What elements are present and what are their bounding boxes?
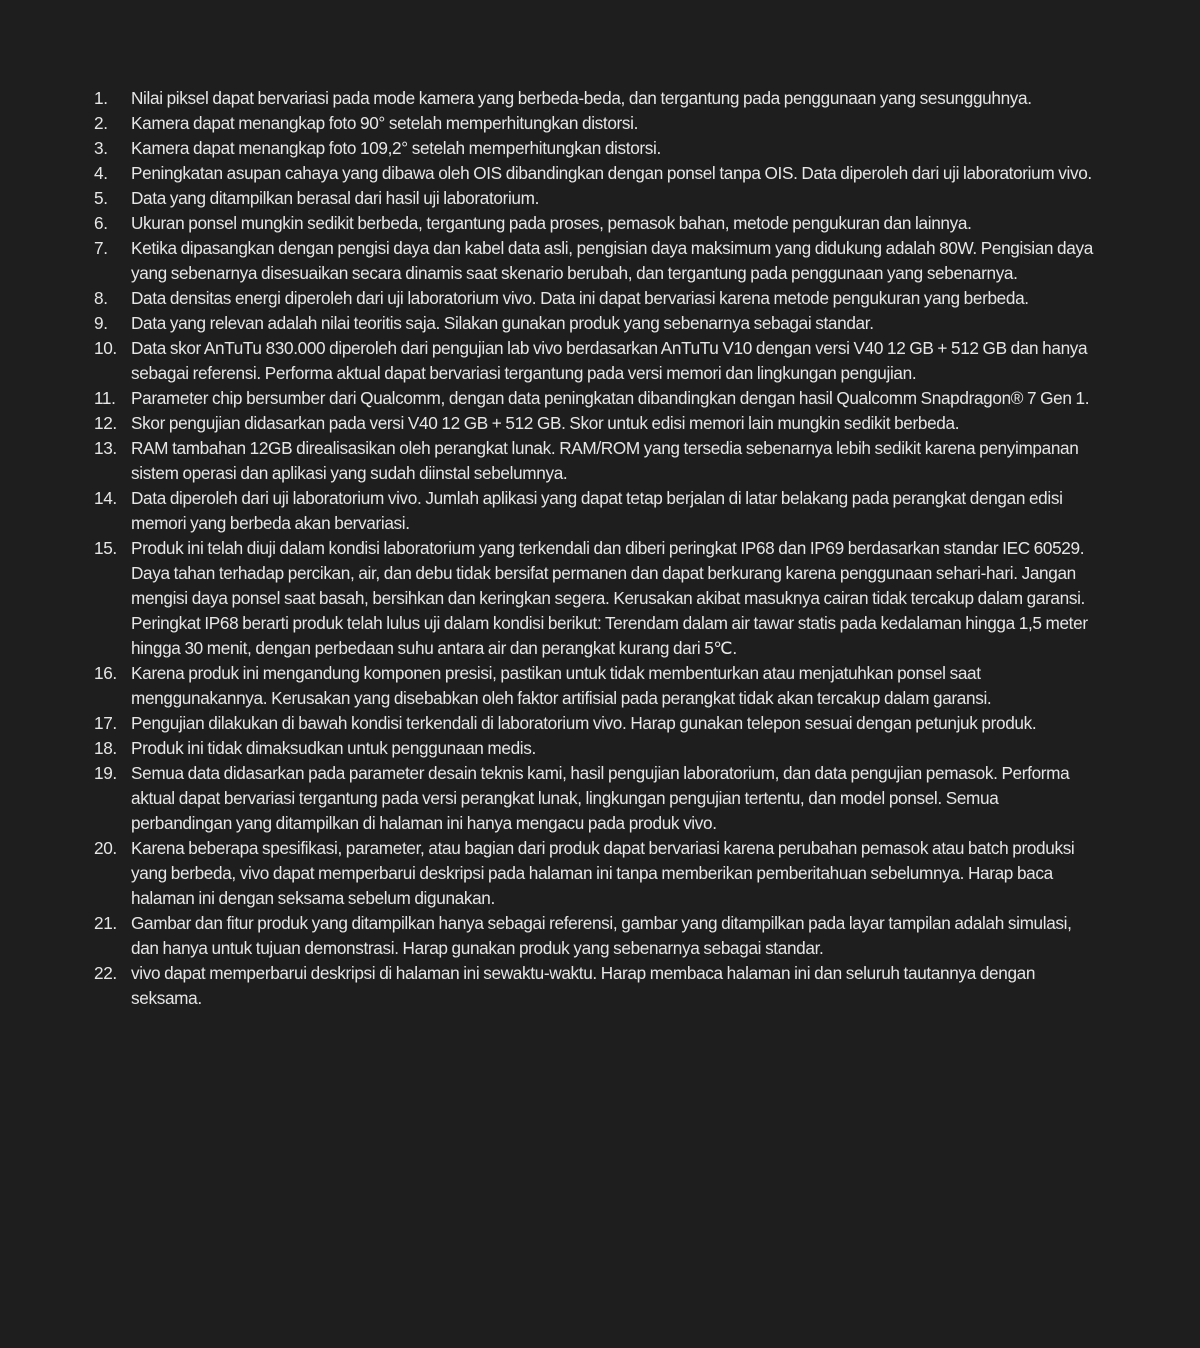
note-item <box>0 536 1200 661</box>
note-item <box>0 911 1200 961</box>
note-number: 17. <box>94 713 117 733</box>
note-item <box>0 736 1200 761</box>
note-text: Nilai piksel dapat bervariasi pada mode kamera yang berbeda-beda, dan tergantung pada penggunaan yang sesungguhnya. <box>131 88 1032 108</box>
note-number: 8. <box>94 288 108 308</box>
note-item <box>0 436 1200 486</box>
note-item <box>0 161 1200 186</box>
note-number: 3. <box>94 138 108 158</box>
note-item <box>0 186 1200 211</box>
note-text: Ukuran ponsel mungkin sedikit berbeda, tergantung pada proses, pemasok bahan, metode pengukuran dan lainnya. <box>131 213 972 233</box>
note-text: Data yang ditampilkan berasal dari hasil uji laboratorium. <box>131 188 540 208</box>
note-number: 18. <box>94 738 117 758</box>
note-item <box>0 711 1200 736</box>
note-item <box>0 661 1200 711</box>
note-number: 21. <box>94 913 117 933</box>
disclaimer-notes <box>0 86 1200 1011</box>
note-item <box>0 286 1200 311</box>
note-text: vivo dapat memperbarui deskripsi di halaman ini sewaktu-waktu. Harap membaca halaman ini dan seluruh tautannya dengan seksama. <box>131 963 1036 1008</box>
note-item <box>0 761 1200 836</box>
note-text: Produk ini telah diuji dalam kondisi laboratorium yang terkendali dan diberi peringkat IP68 dan IP69 berdasarkan standar IEC 60529. Daya tahan terhadap percikan, air, dan debu tidak bersifat permanen dan dapat berkurang karena penggunaan sehari-hari. Jangan mengisi daya ponsel saat basah, bersihkan dan keringkan segera. Kerusakan akibat masuknya cairan tidak tercakup dalam garansi. Peringkat IP68 berarti produk telah lulus uji dalam kondisi berikut: Terendam dalam air tawar statis pada kedalaman hingga 1,5 meter hingga 30 menit, dengan perbedaan suhu antara air dan perangkat kurang dari 5℃. <box>131 538 1088 658</box>
notes-list <box>0 86 1200 1011</box>
note-number: 10. <box>94 338 117 358</box>
note-text: Skor pengujian didasarkan pada versi V40 12 GB + 512 GB. Skor untuk edisi memori lain mungkin sedikit berbeda. <box>131 413 960 433</box>
note-item <box>0 836 1200 911</box>
note-text: Semua data didasarkan pada parameter desain teknis kami, hasil pengujian laboratorium, dan data pengujian pemasok. Performa aktual dapat bervariasi tergantung pada versi perangkat lunak, lingkungan pengujian tertentu, dan model ponsel. Semua perbandingan yang ditampilkan di halaman ini hanya mengacu pada produk vivo. <box>131 763 1070 833</box>
note-item <box>0 486 1200 536</box>
note-text: Produk ini tidak dimaksudkan untuk penggunaan medis. <box>131 738 536 758</box>
note-number: 15. <box>94 538 117 558</box>
note-number: 13. <box>94 438 117 458</box>
note-number: 16. <box>94 663 117 683</box>
note-number: 20. <box>94 838 117 858</box>
note-number: 2. <box>94 113 108 133</box>
note-text: Data yang relevan adalah nilai teoritis saja. Silakan gunakan produk yang sebenarnya sebagai standar. <box>131 313 874 333</box>
note-number: 5. <box>94 188 108 208</box>
note-number: 4. <box>94 163 108 183</box>
note-text: Gambar dan fitur produk yang ditampilkan hanya sebagai referensi, gambar yang ditampilkan pada layar tampilan adalah simulasi, dan hanya untuk tujuan demonstrasi. Harap gunakan produk yang sebenarnya sebagai standar. <box>131 913 1072 958</box>
note-item <box>0 386 1200 411</box>
note-text: Kamera dapat menangkap foto 90° setelah memperhitungkan distorsi. <box>131 113 639 133</box>
note-number: 6. <box>94 213 108 233</box>
note-number: 1. <box>94 88 108 108</box>
note-text: Data diperoleh dari uji laboratorium vivo. Jumlah aplikasi yang dapat tetap berjalan di latar belakang pada perangkat dengan edisi memori yang berbeda akan bervariasi. <box>131 488 1063 533</box>
note-item <box>0 236 1200 286</box>
note-number: 22. <box>94 963 117 983</box>
note-item <box>0 411 1200 436</box>
note-text: Peningkatan asupan cahaya yang dibawa oleh OIS dibandingkan dengan ponsel tanpa OIS. Data diperoleh dari uji laboratorium vivo. <box>131 163 1092 183</box>
note-item <box>0 111 1200 136</box>
note-number: 12. <box>94 413 117 433</box>
note-number: 11. <box>94 388 116 408</box>
note-number: 19. <box>94 763 117 783</box>
note-item <box>0 86 1200 111</box>
note-item <box>0 211 1200 236</box>
note-number: 7. <box>94 238 108 258</box>
note-item <box>0 136 1200 161</box>
note-text: Kamera dapat menangkap foto 109,2° setelah memperhitungkan distorsi. <box>131 138 661 158</box>
note-text: Ketika dipasangkan dengan pengisi daya dan kabel data asli, pengisian daya maksimum yang didukung adalah 80W. Pengisian daya yang sebenarnya disesuaikan secara dinamis saat skenario berubah, dan tergantung pada penggunaan yang sebenarnya. <box>131 238 1093 283</box>
note-text: Data densitas energi diperoleh dari uji laboratorium vivo. Data ini dapat bervariasi karena metode pengukuran yang berbeda. <box>131 288 1029 308</box>
note-text: Parameter chip bersumber dari Qualcomm, dengan data peningkatan dibandingkan dengan hasil Qualcomm Snapdragon® 7 Gen 1. <box>131 388 1090 408</box>
note-number: 14. <box>94 488 117 508</box>
note-item <box>0 311 1200 336</box>
note-item <box>0 961 1200 1011</box>
note-text: Data skor AnTuTu 830.000 diperoleh dari pengujian lab vivo berdasarkan AnTuTu V10 dengan versi V40 12 GB + 512 GB dan hanya sebagai referensi. Performa aktual dapat bervariasi tergantung pada versi memori dan lingkungan pengujian. <box>131 338 1088 383</box>
note-text: RAM tambahan 12GB direalisasikan oleh perangkat lunak. RAM/ROM yang tersedia sebenarnya lebih sedikit karena penyimpanan sistem operasi dan aplikasi yang sudah diinstal sebelumnya. <box>131 438 1079 483</box>
note-text: Pengujian dilakukan di bawah kondisi terkendali di laboratorium vivo. Harap gunakan telepon sesuai dengan petunjuk produk. <box>131 713 1037 733</box>
note-text: Karena produk ini mengandung komponen presisi, pastikan untuk tidak membenturkan atau menjatuhkan ponsel saat menggunakannya. Kerusakan yang disebabkan oleh faktor artifisial pada perangkat tidak akan tercakup dalam garansi. <box>131 663 992 708</box>
note-item <box>0 336 1200 386</box>
note-text: Karena beberapa spesifikasi, parameter, atau bagian dari produk dapat bervariasi karena perubahan pemasok atau batch produksi yang berbeda, vivo dapat memperbarui deskripsi pada halaman ini tanpa memberikan pemberitahuan sebelumnya. Harap baca halaman ini dengan seksama sebelum digunakan. <box>131 838 1075 908</box>
note-number: 9. <box>94 313 108 333</box>
